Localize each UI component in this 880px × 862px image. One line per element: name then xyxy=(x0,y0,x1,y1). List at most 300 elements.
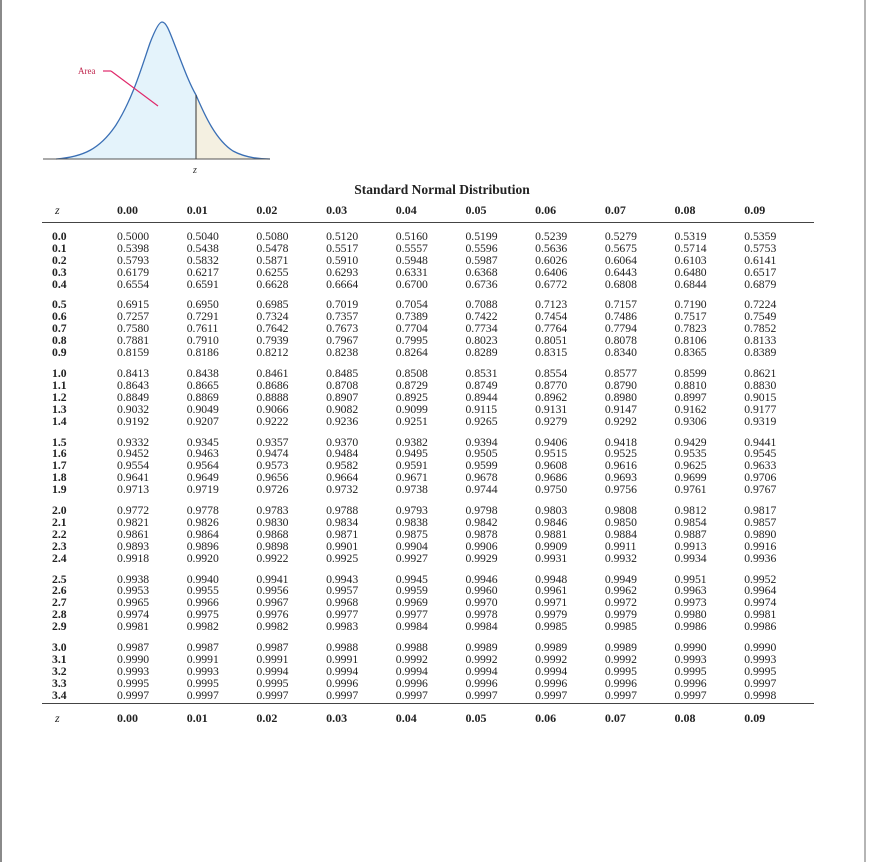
probability-cell: 0.5753 xyxy=(744,241,777,255)
probability-cell: 0.9756 xyxy=(604,483,637,497)
probability-cell: 0.9940 xyxy=(186,572,219,586)
probability-cell: 0.9767 xyxy=(744,483,777,497)
probability-cell: 0.7190 xyxy=(674,298,707,312)
probability-cell: 0.9131 xyxy=(535,402,568,416)
probability-cell: 0.9986 xyxy=(744,620,777,634)
probability-cell: 0.7454 xyxy=(535,310,568,324)
z-value-cell: 0.3 xyxy=(52,265,67,279)
probability-cell: 0.9966 xyxy=(186,596,219,610)
probability-cell: 0.9147 xyxy=(604,402,637,416)
probability-cell: 0.8106 xyxy=(674,334,707,348)
column-header: 0.02 xyxy=(256,203,278,217)
column-footer: 0.09 xyxy=(744,710,766,725)
probability-cell: 0.9783 xyxy=(256,504,289,518)
probability-cell: 0.9909 xyxy=(535,539,568,553)
probability-cell: 0.9997 xyxy=(674,688,707,702)
probability-cell: 0.9726 xyxy=(256,483,289,497)
probability-cell: 0.9995 xyxy=(744,664,777,678)
probability-cell: 0.6879 xyxy=(744,277,777,291)
z-value-cell: 0.1 xyxy=(52,241,67,255)
probability-cell: 0.6915 xyxy=(117,298,150,312)
left-shaded-area xyxy=(43,22,196,159)
z-value-cell: 0.9 xyxy=(52,346,67,360)
probability-cell: 0.9545 xyxy=(744,447,777,461)
column-header: 0.07 xyxy=(604,203,626,217)
probability-cell: 0.6808 xyxy=(604,277,637,291)
probability-cell: 0.9406 xyxy=(535,435,568,449)
probability-cell: 0.9896 xyxy=(186,539,219,553)
z-value-cell: 3.3 xyxy=(52,676,67,690)
probability-cell: 0.9881 xyxy=(535,527,568,541)
probability-cell: 0.8888 xyxy=(256,390,289,404)
probability-cell: 0.9985 xyxy=(604,620,637,634)
probability-cell: 0.9686 xyxy=(535,471,568,485)
probability-cell: 0.8438 xyxy=(186,366,219,380)
probability-cell: 0.7611 xyxy=(186,322,219,336)
probability-cell: 0.9306 xyxy=(674,414,707,428)
probability-cell: 0.9554 xyxy=(117,459,150,473)
probability-cell: 0.9394 xyxy=(465,435,498,449)
probability-cell: 0.5438 xyxy=(186,241,219,255)
probability-cell: 0.9991 xyxy=(186,653,219,666)
probability-cell: 0.6480 xyxy=(674,265,707,279)
probability-cell: 0.9992 xyxy=(465,653,498,666)
probability-cell: 0.5359 xyxy=(744,229,777,243)
probability-cell: 0.9916 xyxy=(744,539,777,553)
column-footer: 0.01 xyxy=(186,710,208,725)
probability-cell: 0.9996 xyxy=(395,676,428,690)
probability-cell: 0.9927 xyxy=(395,551,428,565)
probability-cell: 0.8962 xyxy=(535,390,568,404)
probability-cell: 0.9871 xyxy=(326,527,359,541)
probability-cell: 0.9934 xyxy=(674,551,707,565)
probability-cell: 0.8159 xyxy=(117,346,150,360)
z-value-cell: 0.6 xyxy=(52,310,67,324)
probability-cell: 0.5398 xyxy=(117,241,150,255)
probability-cell: 0.8749 xyxy=(465,378,498,392)
column-footer: 0.08 xyxy=(674,710,696,725)
probability-cell: 0.9932 xyxy=(604,551,637,565)
probability-cell: 0.9996 xyxy=(535,676,568,690)
probability-cell: 0.9525 xyxy=(604,447,637,461)
z-column-footer: z xyxy=(55,710,60,725)
probability-cell: 0.9962 xyxy=(604,584,637,598)
probability-cell: 0.9192 xyxy=(117,414,150,428)
probability-cell: 0.9222 xyxy=(256,414,289,428)
probability-cell: 0.7486 xyxy=(604,310,637,324)
probability-cell: 0.8944 xyxy=(465,390,498,404)
probability-cell: 0.9463 xyxy=(186,447,219,461)
probability-cell: 0.9868 xyxy=(256,527,289,541)
probability-cell: 0.9678 xyxy=(465,471,498,485)
probability-cell: 0.6985 xyxy=(256,298,289,312)
probability-cell: 0.9429 xyxy=(674,435,707,449)
probability-cell: 0.9452 xyxy=(117,447,150,461)
probability-cell: 0.7939 xyxy=(256,334,289,348)
probability-cell: 0.5319 xyxy=(674,229,707,243)
probability-cell: 0.9251 xyxy=(395,414,428,428)
z-column-header: z xyxy=(55,203,60,217)
probability-cell: 0.9997 xyxy=(256,688,289,702)
probability-cell: 0.7517 xyxy=(674,310,707,324)
probability-cell: 0.8708 xyxy=(326,378,359,392)
z-value-cell: 2.0 xyxy=(52,504,67,518)
probability-cell: 0.8340 xyxy=(604,346,637,360)
column-header: 0.01 xyxy=(186,203,208,217)
probability-cell: 0.7357 xyxy=(326,310,359,324)
probability-cell: 0.9265 xyxy=(465,414,498,428)
probability-cell: 0.9738 xyxy=(395,483,428,497)
z-value-cell: 2.9 xyxy=(52,620,67,634)
probability-cell: 0.9967 xyxy=(256,596,289,610)
probability-cell: 0.9656 xyxy=(256,471,289,485)
column-header: 0.08 xyxy=(674,203,696,217)
probability-cell: 0.9991 xyxy=(256,653,289,666)
probability-cell: 0.9989 xyxy=(465,641,498,655)
probability-cell: 0.9992 xyxy=(604,653,637,666)
probability-cell: 0.6628 xyxy=(256,277,289,291)
table-row xyxy=(42,222,814,242)
probability-cell: 0.6700 xyxy=(395,277,428,291)
z-value-cell: 3.4 xyxy=(52,688,67,702)
row-group xyxy=(42,634,814,703)
z-value-cell: 0.8 xyxy=(52,334,67,348)
table-title: Standard Normal Distribution xyxy=(354,182,530,197)
probability-cell: 0.9990 xyxy=(744,641,777,655)
probability-cell: 0.9066 xyxy=(256,402,289,416)
probability-cell: 0.6950 xyxy=(186,298,219,312)
probability-cell: 0.9992 xyxy=(535,653,568,666)
probability-cell: 0.8980 xyxy=(604,390,637,404)
probability-cell: 0.8849 xyxy=(117,390,150,404)
z-value-cell: 2.4 xyxy=(52,551,67,565)
probability-cell: 0.9750 xyxy=(535,483,568,497)
probability-cell: 0.7881 xyxy=(117,334,150,348)
table-row xyxy=(42,484,814,497)
row-group xyxy=(42,497,814,566)
probability-cell: 0.7257 xyxy=(117,310,150,324)
probability-cell: 0.7580 xyxy=(117,322,150,336)
probability-cell: 0.7389 xyxy=(395,310,428,324)
table-row xyxy=(42,291,814,311)
probability-cell: 0.8051 xyxy=(535,334,568,348)
probability-cell: 0.9861 xyxy=(117,527,150,541)
probability-cell: 0.9995 xyxy=(186,676,219,690)
probability-cell: 0.9884 xyxy=(604,527,637,541)
z-value-cell: 1.8 xyxy=(52,471,67,485)
probability-cell: 0.9901 xyxy=(326,539,359,553)
right-shaded-area xyxy=(196,95,270,159)
probability-cell: 0.9599 xyxy=(465,459,498,473)
column-footer: 0.04 xyxy=(395,710,417,725)
probability-cell: 0.9292 xyxy=(604,414,637,428)
probability-cell: 0.9842 xyxy=(465,515,498,529)
probability-cell: 0.9732 xyxy=(326,483,359,497)
probability-cell: 0.7673 xyxy=(326,322,359,336)
column-footer: 0.07 xyxy=(604,710,626,725)
probability-cell: 0.9998 xyxy=(744,688,777,702)
probability-cell: 0.9994 xyxy=(395,664,428,678)
probability-cell: 0.9649 xyxy=(186,471,219,485)
probability-cell: 0.9616 xyxy=(604,459,637,473)
probability-cell: 0.8770 xyxy=(535,378,568,392)
probability-cell: 0.9994 xyxy=(535,664,568,678)
z-value-cell: 3.2 xyxy=(52,664,67,678)
column-header: 0.03 xyxy=(326,203,348,217)
probability-cell: 0.9949 xyxy=(604,572,637,586)
probability-cell: 0.9993 xyxy=(674,653,707,666)
probability-cell: 0.8830 xyxy=(744,378,777,392)
probability-cell: 0.9332 xyxy=(117,435,150,449)
z-value-cell: 1.7 xyxy=(52,459,67,473)
table-row xyxy=(42,634,814,654)
column-footer: 0.03 xyxy=(326,710,348,725)
normal-curve-figure xyxy=(38,14,270,184)
probability-cell: 0.9996 xyxy=(326,676,359,690)
probability-cell: 0.9957 xyxy=(326,584,359,598)
probability-cell: 0.7910 xyxy=(186,334,219,348)
probability-cell: 0.9968 xyxy=(326,596,359,610)
z-value-cell: 2.1 xyxy=(52,515,67,529)
probability-cell: 0.9906 xyxy=(465,539,498,553)
probability-cell: 0.8078 xyxy=(604,334,637,348)
left-border xyxy=(0,0,2,862)
probability-cell: 0.8186 xyxy=(186,346,219,360)
probability-cell: 0.9951 xyxy=(674,572,707,586)
probability-cell: 0.7642 xyxy=(256,322,289,336)
probability-cell: 0.9986 xyxy=(674,620,707,634)
probability-cell: 0.9975 xyxy=(186,608,219,622)
z-value-cell: 2.5 xyxy=(52,572,67,586)
probability-cell: 0.8869 xyxy=(186,390,219,404)
probability-cell: 0.9177 xyxy=(744,402,777,416)
probability-cell: 0.9803 xyxy=(535,504,568,518)
probability-cell: 0.9279 xyxy=(535,414,568,428)
probability-cell: 0.7794 xyxy=(604,322,637,336)
z-value-cell: 2.6 xyxy=(52,584,67,598)
table-row xyxy=(42,347,814,360)
probability-cell: 0.9965 xyxy=(117,596,150,610)
probability-cell: 0.9993 xyxy=(117,664,150,678)
probability-cell: 0.9941 xyxy=(256,572,289,586)
probability-cell: 0.9918 xyxy=(117,551,150,565)
table-row xyxy=(42,497,814,517)
table-row xyxy=(42,404,814,416)
probability-cell: 0.6103 xyxy=(674,253,707,267)
probability-cell: 0.9995 xyxy=(256,676,289,690)
probability-cell: 0.9963 xyxy=(674,584,707,598)
probability-cell: 0.9943 xyxy=(326,572,359,586)
probability-cell: 0.9826 xyxy=(186,515,219,529)
probability-cell: 0.9236 xyxy=(326,414,359,428)
probability-cell: 0.9936 xyxy=(744,551,777,565)
probability-cell: 0.8665 xyxy=(186,378,219,392)
column-header: 0.00 xyxy=(117,203,138,217)
probability-cell: 0.9993 xyxy=(744,653,777,666)
probability-cell: 0.7088 xyxy=(465,298,498,312)
probability-cell: 0.8461 xyxy=(256,366,289,380)
probability-cell: 0.9995 xyxy=(674,664,707,678)
probability-cell: 0.7422 xyxy=(465,310,498,324)
row-group xyxy=(42,566,814,635)
table-row xyxy=(42,267,814,279)
probability-cell: 0.9808 xyxy=(604,504,637,518)
probability-cell: 0.9997 xyxy=(465,688,498,702)
probability-cell: 0.9969 xyxy=(395,596,428,610)
probability-cell: 0.8023 xyxy=(465,334,498,348)
probability-cell: 0.9929 xyxy=(465,551,498,565)
probability-cell: 0.7291 xyxy=(186,310,219,324)
probability-cell: 0.9922 xyxy=(256,551,289,565)
right-border xyxy=(864,0,866,862)
probability-cell: 0.9997 xyxy=(744,676,777,690)
probability-cell: 0.9997 xyxy=(395,688,428,702)
probability-cell: 0.9920 xyxy=(186,551,219,565)
probability-cell: 0.6591 xyxy=(186,277,219,291)
probability-cell: 0.7054 xyxy=(395,298,428,312)
probability-cell: 0.5160 xyxy=(395,229,428,243)
table-row xyxy=(42,621,814,634)
probability-cell: 0.8508 xyxy=(395,366,428,380)
probability-cell: 0.9985 xyxy=(535,620,568,634)
probability-cell: 0.9994 xyxy=(256,664,289,678)
probability-cell: 0.9974 xyxy=(744,596,777,610)
column-header: 0.05 xyxy=(465,203,487,217)
probability-cell: 0.9706 xyxy=(744,471,777,485)
table-row xyxy=(42,416,814,429)
probability-cell: 0.9979 xyxy=(604,608,637,622)
probability-cell: 0.9996 xyxy=(465,676,498,690)
probability-cell: 0.9959 xyxy=(395,584,428,598)
probability-cell: 0.9162 xyxy=(674,402,707,416)
probability-cell: 0.9997 xyxy=(535,688,568,702)
probability-cell: 0.9987 xyxy=(117,641,150,655)
probability-cell: 0.9370 xyxy=(326,435,359,449)
probability-cell: 0.9115 xyxy=(465,402,498,416)
probability-cell: 0.9961 xyxy=(535,584,568,598)
probability-cell: 0.9857 xyxy=(744,515,777,529)
table-row xyxy=(42,279,814,292)
probability-cell: 0.9931 xyxy=(535,551,568,565)
probability-cell: 0.9850 xyxy=(604,515,637,529)
z-value-cell: 1.0 xyxy=(52,366,67,380)
column-header: 0.04 xyxy=(395,203,417,217)
probability-cell: 0.9838 xyxy=(395,515,428,529)
probability-cell: 0.9633 xyxy=(744,459,777,473)
probability-cell: 0.9982 xyxy=(256,620,289,634)
probability-cell: 0.8485 xyxy=(326,366,359,380)
probability-cell: 0.9938 xyxy=(117,572,150,586)
z-value-cell: 2.3 xyxy=(52,539,67,553)
probability-cell: 0.6026 xyxy=(535,253,568,267)
probability-cell: 0.5040 xyxy=(186,229,219,243)
probability-cell: 0.9973 xyxy=(674,596,707,610)
probability-cell: 0.9995 xyxy=(117,676,150,690)
probability-cell: 0.9956 xyxy=(256,584,289,598)
probability-cell: 0.9970 xyxy=(465,596,498,610)
probability-cell: 0.7123 xyxy=(535,298,568,312)
column-header: 0.06 xyxy=(535,203,557,217)
probability-cell: 0.6064 xyxy=(604,253,637,267)
z-value-cell: 1.6 xyxy=(52,447,67,461)
table-row xyxy=(42,380,814,392)
probability-cell: 0.8238 xyxy=(326,346,359,360)
probability-cell: 0.8621 xyxy=(744,366,777,380)
probability-cell: 0.9535 xyxy=(674,447,707,461)
table-row xyxy=(42,529,814,541)
probability-cell: 0.8729 xyxy=(395,378,428,392)
probability-cell: 0.9744 xyxy=(465,483,498,497)
row-group xyxy=(42,429,814,498)
z-value-cell: 1.2 xyxy=(52,390,67,404)
probability-cell: 0.9887 xyxy=(674,527,707,541)
area-label: Area xyxy=(78,66,96,76)
probability-cell: 0.9993 xyxy=(186,664,219,678)
footer-row xyxy=(42,703,814,729)
probability-cell: 0.9996 xyxy=(604,676,637,690)
column-footer: 0.00 xyxy=(117,710,138,725)
probability-cell: 0.9977 xyxy=(395,608,428,622)
probability-cell: 0.9996 xyxy=(674,676,707,690)
probability-cell: 0.7967 xyxy=(326,334,359,348)
table-row xyxy=(42,566,814,586)
probability-cell: 0.8554 xyxy=(535,366,568,380)
z-value-cell: 1.4 xyxy=(52,414,67,428)
probability-cell: 0.9382 xyxy=(395,435,428,449)
probability-cell: 0.9992 xyxy=(395,653,428,666)
probability-cell: 0.9582 xyxy=(326,459,359,473)
column-footer: 0.05 xyxy=(465,710,487,725)
probability-cell: 0.9964 xyxy=(744,584,777,598)
probability-cell: 0.9980 xyxy=(674,608,707,622)
z-value-cell: 1.5 xyxy=(52,435,67,449)
probability-cell: 0.9719 xyxy=(186,483,219,497)
probability-cell: 0.9971 xyxy=(535,596,568,610)
probability-cell: 0.9864 xyxy=(186,527,219,541)
probability-cell: 0.8810 xyxy=(674,378,707,392)
z-value-cell: 0.7 xyxy=(52,322,67,336)
probability-cell: 0.9981 xyxy=(744,608,777,622)
probability-cell: 0.8997 xyxy=(674,390,707,404)
probability-cell: 0.9911 xyxy=(604,539,637,553)
probability-cell: 0.6141 xyxy=(744,253,777,267)
probability-cell: 0.5910 xyxy=(326,253,359,267)
probability-cell: 0.9049 xyxy=(186,402,219,416)
probability-cell: 0.9772 xyxy=(117,504,150,518)
probability-cell: 0.6844 xyxy=(674,277,707,291)
probability-cell: 0.9564 xyxy=(186,459,219,473)
probability-cell: 0.9699 xyxy=(674,471,707,485)
probability-cell: 0.9913 xyxy=(674,539,707,553)
probability-cell: 0.9979 xyxy=(535,608,568,622)
probability-cell: 0.9925 xyxy=(326,551,359,565)
probability-cell: 0.5636 xyxy=(535,241,568,255)
probability-cell: 0.9641 xyxy=(117,471,150,485)
probability-cell: 0.9474 xyxy=(256,447,289,461)
probability-cell: 0.9788 xyxy=(326,504,359,518)
probability-cell: 0.9945 xyxy=(395,572,428,586)
probability-cell: 0.9082 xyxy=(326,402,359,416)
probability-cell: 0.9664 xyxy=(326,471,359,485)
probability-cell: 0.9976 xyxy=(256,608,289,622)
probability-cell: 0.9953 xyxy=(117,584,150,598)
probability-cell: 0.5557 xyxy=(395,241,428,255)
probability-cell: 0.9357 xyxy=(256,435,289,449)
probability-cell: 0.9995 xyxy=(604,664,637,678)
probability-cell: 0.6554 xyxy=(117,277,150,291)
probability-cell: 0.9955 xyxy=(186,584,219,598)
probability-cell: 0.5080 xyxy=(256,229,289,243)
